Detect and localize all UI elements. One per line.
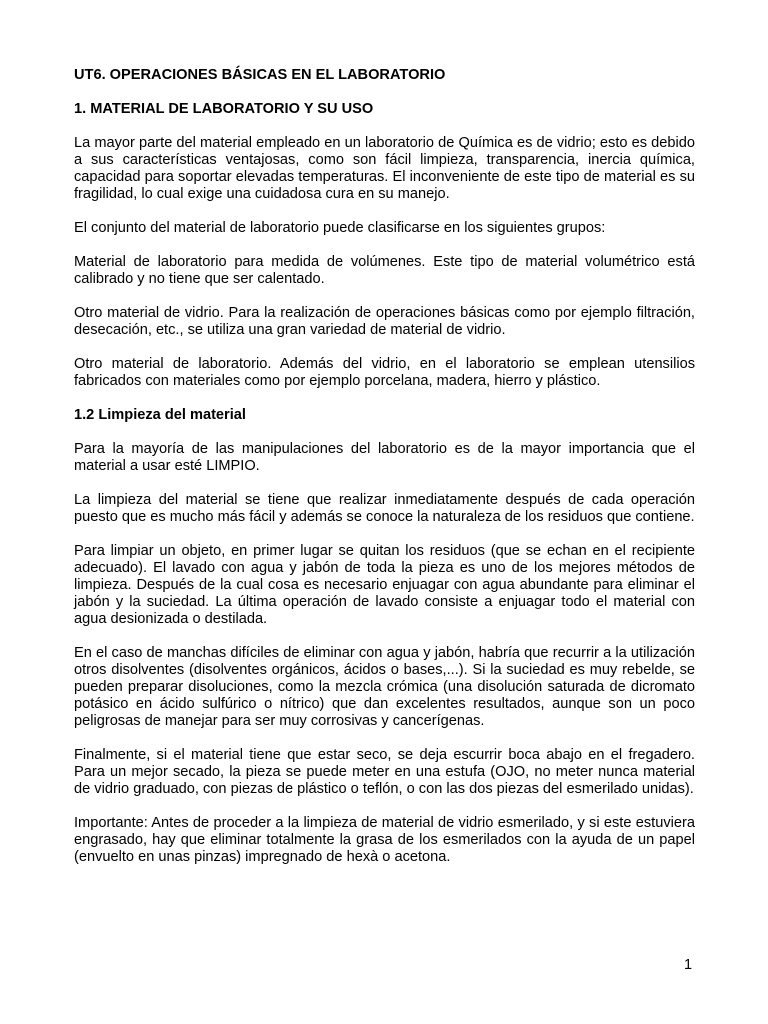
document-title: UT6. OPERACIONES BÁSICAS EN EL LABORATORIO [74, 67, 446, 83]
paragraph: Material de laboratorio para medida de volúmenes. Este tipo de material volumétrico está calibrado y no tiene que ser calentado. [74, 254, 695, 287]
paragraph: Para limpiar un objeto, en primer lugar se quitan los residuos (que se echan en el recipiente adecuado). El lavado con agua y jabón de toda la pieza es uno de los mejores métodos de limpieza. Después de la cual cosa es necesario enjuagar con agua abundante para eliminar el jabón y la suciedad. La última operación de lavado consiste a enjuagar todo el material con agua desionizada o destilada. [74, 543, 695, 627]
paragraph: Para la mayoría de las manipulaciones del laboratorio es de la mayor importancia que el material a usar esté LIMPIO. [74, 441, 695, 474]
section-heading-material: 1. MATERIAL DE LABORATORIO Y SU USO [74, 101, 374, 117]
paragraph: La limpieza del material se tiene que realizar inmediatamente después de cada operación puesto que es mucho más fácil y además se conoce la naturaleza de los residuos que contiene. [74, 492, 695, 525]
paragraph: Otro material de laboratorio. Además del vidrio, en el laboratorio se emplean utensilios fabricados con materiales como por ejemplo porcelana, madera, hierro y plástico. [74, 356, 695, 389]
paragraph: Importante: Antes de proceder a la limpieza de material de vidrio esmerilado, y si este estuviera engrasado, hay que eliminar totalmente la grasa de los esmerilados con la ayuda de un papel (envuelto en unas pinzas) impregnado de hexà o acetona. [74, 815, 695, 865]
paragraph: Finalmente, si el material tiene que estar seco, se deja escurrir boca abajo en el fregadero. Para un mejor secado, la pieza se puede meter en una estufa (OJO, no meter nunca material de vidrio graduado, con piezas de plástico o teflón, o con las dos piezas del esmerilado unidas). [74, 747, 695, 797]
paragraph: La mayor parte del material empleado en un laboratorio de Química es de vidrio; esto es debido a sus características ventajosas, como son fácil limpieza, transparencia, inercia química, capacidad para soportar elevadas temperaturas. El inconveniente de este tipo de material es su fragilidad, lo cual exige una cuidadosa cura en su manejo. [74, 135, 695, 202]
page-number: 1 [684, 957, 693, 973]
paragraph: El conjunto del material de laboratorio puede clasificarse en los siguientes grupos: [74, 220, 606, 236]
paragraph: En el caso de manchas difíciles de eliminar con agua y jabón, habría que recurrir a la utilización otros disolventes (disolventes orgánicos, ácidos o bases,...). Si la suciedad es muy rebelde, se pueden preparar disoluciones, como la mezcla crómica (una disolución saturada de dicromato potásico en ácido sulfúrico o nítrico) que dan excelentes resultados, aunque son un poco peligrosas de manejar para ser muy corrosivas y cancerígenas. [74, 645, 695, 729]
section-heading-limpieza: 1.2 Limpieza del material [74, 407, 246, 423]
paragraph: Otro material de vidrio. Para la realización de operaciones básicas como por ejemplo filtración, desecación, etc., se utiliza una gran variedad de material de vidrio. [74, 305, 695, 338]
page-content [74, 67, 695, 883]
